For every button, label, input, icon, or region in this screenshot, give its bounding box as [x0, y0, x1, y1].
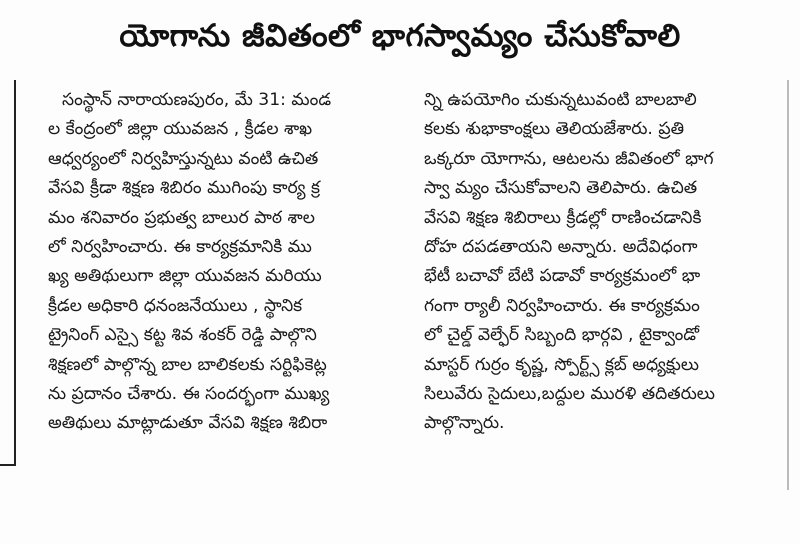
text-line: దోహ దపడతాయని అన్నారు. అదేవిధంగా — [424, 237, 698, 258]
text-line: అతిథులు మాట్లాడుతూ వేసవి శిక్షణ శిబిరా — [48, 413, 328, 434]
article-column-right — [424, 86, 776, 439]
text-line: కలకు శుభాకాంక్షలు తెలియజేశారు. ప్రతి — [424, 119, 685, 140]
headline: యోగాను జీవితంలో భాగస్వామ్యం చేసుకోవాలి — [119, 18, 681, 54]
text-line: లో నిర్వహించారు. ఈ కార్యక్రమానికి ము — [48, 237, 312, 258]
text-line: గంగా ర్యాలీ నిర్వహించారు. ఈ కార్యక్రమం — [424, 295, 700, 316]
text-line: లో చైల్డ్ వెల్ఫేర్ సిబ్బంది భార్గవి , టైక్వాండో — [424, 325, 700, 346]
article-column-left — [48, 86, 400, 439]
text-line: ట్రైనింగ్ ఎస్సై కట్ట శివ శంకర్ రెడ్డి పాల్గొని — [48, 325, 317, 346]
text-line: మాస్టర్ గుర్రం కృష్ణ, స్పోర్ట్స్ క్లబ్ అధ్యక్షులు — [424, 354, 699, 375]
text-line: ఖ్య అతిథులుగా జిల్లా యువజన మరియు — [48, 266, 322, 287]
text-line: ఆధ్వర్యంలో నిర్వహిస్తున్నటు వంటి ఉచిత — [48, 148, 319, 169]
text-line: వేసవి క్రీడా శిక్షణ శిబిరం ముగింపు కార్య క్ర — [48, 178, 320, 199]
text-line: న్ని ఉపయోగిం చుకున్నటువంటి బాలబాలి — [424, 90, 697, 110]
column-rule-bottom — [0, 464, 16, 466]
text-line: పాల్గొన్నారు. — [424, 413, 505, 434]
text-line: సిలువేరు సైదులు,బద్దుల మురళి తదితరులు — [424, 384, 715, 405]
text-line: భేటీ బచావో బేటి పడావో కార్యక్రమంలో భా — [424, 266, 701, 287]
text-line: ల కేంద్రంలో జిల్లా యువజన , క్రీడల శాఖ — [48, 119, 313, 140]
text-line: వేసవి శిక్షణ శిబిరాలు క్రీడల్లో రాణించడానికి — [424, 207, 702, 228]
text-line: శిక్షణలో పాల్గొన్న బాల బాలికలకు సర్టిఫికెట్ల — [48, 354, 327, 375]
column-rule-right — [787, 80, 789, 490]
text-line: స్వా మ్యం చేసుకోవాలని తెలిపారు. ఉచిత — [424, 178, 698, 199]
text-line: సంస్థాన్ నారాయణపురం, మే 31: మండ — [62, 90, 332, 110]
text-line: ను ప్రదానం చేశారు. ఈ సందర్భంగా ముఖ్య — [48, 384, 330, 405]
text-line: క్రీడల అధికారి ధనంజనేయులు , స్థానిక — [48, 295, 303, 316]
text-line: ఒక్కరూ యోగాను, ఆటలను జీవితంలో భాగ — [424, 148, 714, 169]
column-rule-left — [0, 80, 16, 466]
text-line: మం శనివారం ప్రభుత్వ బాలుర పాఠ శాల — [48, 207, 315, 228]
